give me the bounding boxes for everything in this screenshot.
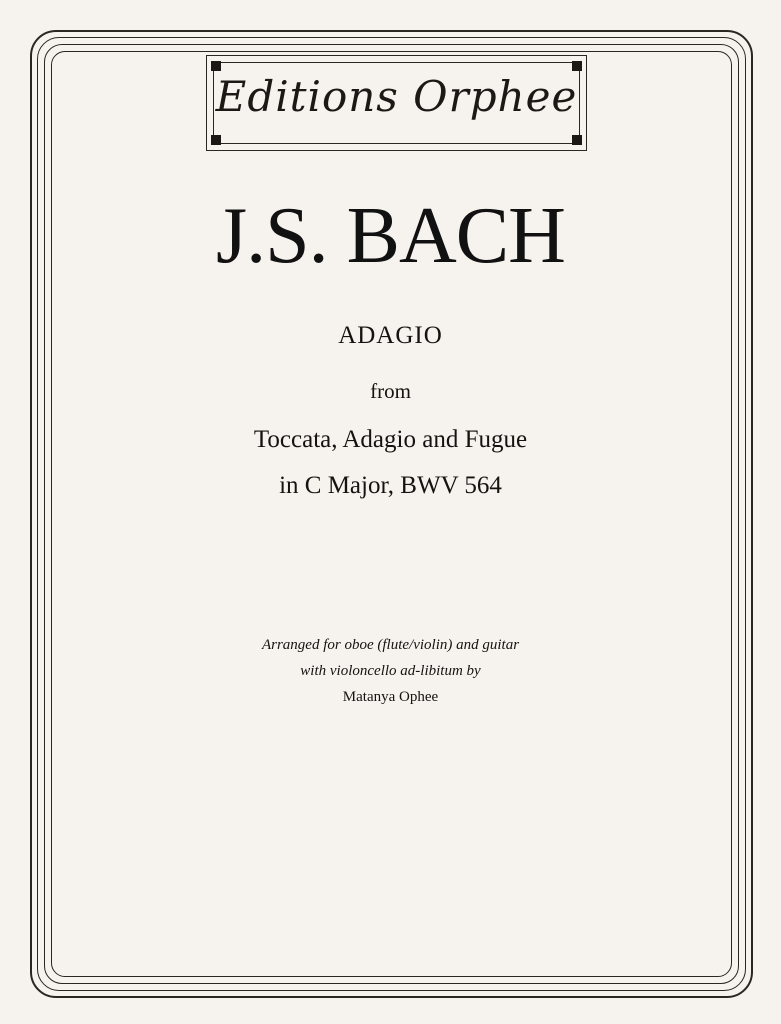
logo-corner-ornament-icon bbox=[211, 61, 221, 71]
from-label: from bbox=[370, 379, 411, 403]
logo-corner-ornament-icon bbox=[211, 135, 221, 145]
piece-title: ADAGIO bbox=[338, 322, 443, 349]
publisher-logo-box bbox=[206, 55, 587, 151]
logo-corner-ornament-icon bbox=[572, 135, 582, 145]
source-work-title: Toccata, Adagio and Fugue bbox=[253, 426, 528, 453]
arrangement-instrumentation: Arranged for oboe (flute/violin) and guitar bbox=[261, 637, 520, 653]
logo-corner-ornament-icon bbox=[572, 61, 582, 71]
inner-border-frame bbox=[51, 51, 732, 977]
composer-name: J.S. BACH bbox=[216, 192, 565, 280]
arrangement-note: with violoncello ad-libitum by bbox=[300, 663, 481, 679]
arranger-name: Matanya Ophee bbox=[342, 689, 439, 705]
source-work-key-catalog: in C Major, BWV 564 bbox=[279, 472, 502, 499]
publisher-name: Editions Orphee bbox=[215, 72, 578, 121]
